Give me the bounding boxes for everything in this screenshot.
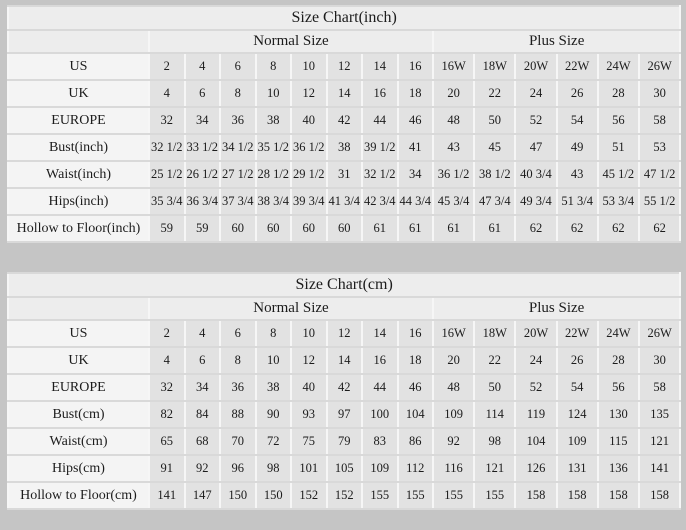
size-value-cell: 6 [185,347,221,374]
size-value-cell: 12 [291,347,327,374]
size-value-cell: 10 [256,80,292,107]
row-label: EUROPE [8,374,149,401]
size-value-cell: 109 [362,455,398,482]
table-title: Size Chart(cm) [8,273,680,297]
size-value-cell: 61 [474,215,515,242]
size-value-cell: 18W [474,320,515,347]
size-value-cell: 26W [639,53,680,80]
size-value-cell: 109 [433,401,474,428]
size-value-cell: 121 [639,428,680,455]
size-value-cell: 18 [398,80,434,107]
size-value-cell: 45 1/2 [598,161,639,188]
row-label: Bust(cm) [8,401,149,428]
row-label: US [8,53,149,80]
size-value-cell: 91 [149,455,185,482]
size-value-cell: 158 [557,482,598,509]
size-value-cell: 62 [557,215,598,242]
size-value-cell: 126 [515,455,556,482]
size-value-cell: 28 1/2 [256,161,292,188]
size-value-cell: 14 [327,347,363,374]
size-value-cell: 30 [639,80,680,107]
size-value-cell: 36 1/2 [433,161,474,188]
size-value-cell: 10 [256,347,292,374]
size-value-cell: 51 3/4 [557,188,598,215]
size-value-cell: 16 [362,347,398,374]
table-row [8,347,680,374]
column-group-row [8,297,680,320]
size-value-cell: 114 [474,401,515,428]
size-value-cell: 84 [185,401,221,428]
size-value-cell: 75 [291,428,327,455]
size-value-cell: 2 [149,53,185,80]
size-value-cell: 16 [398,320,434,347]
size-value-cell: 42 [327,374,363,401]
row-label: UK [8,347,149,374]
row-label: Hips(cm) [8,455,149,482]
size-value-cell: 47 1/2 [639,161,680,188]
size-value-cell: 46 [398,374,434,401]
table-title: Size Chart(inch) [8,6,680,30]
row-label: US [8,320,149,347]
size-value-cell: 8 [220,347,256,374]
size-value-cell: 37 3/4 [220,188,256,215]
row-label: Waist(inch) [8,161,149,188]
size-value-cell: 20W [515,53,556,80]
column-group-row [8,30,680,53]
table-row [8,80,680,107]
size-value-cell: 60 [291,215,327,242]
size-value-cell: 6 [185,80,221,107]
group-header-normal-size: Normal Size [149,30,433,53]
size-value-cell: 40 [291,374,327,401]
size-value-cell: 18 [398,347,434,374]
size-value-cell: 135 [639,401,680,428]
size-value-cell: 4 [149,80,185,107]
size-value-cell: 86 [398,428,434,455]
size-value-cell: 56 [598,107,639,134]
size-value-cell: 34 [185,374,221,401]
size-value-cell: 115 [598,428,639,455]
size-value-cell: 38 [327,134,363,161]
row-label: Hollow to Floor(cm) [8,482,149,509]
size-value-cell: 131 [557,455,598,482]
table-row [8,374,680,401]
size-chart-inch-table [7,5,681,243]
size-value-cell: 4 [185,53,221,80]
row-label: EUROPE [8,107,149,134]
size-value-cell: 8 [220,80,256,107]
table-row [8,428,680,455]
size-value-cell: 53 [639,134,680,161]
size-value-cell: 141 [149,482,185,509]
size-value-cell: 10 [291,320,327,347]
size-value-cell: 158 [639,482,680,509]
table-row [8,53,680,80]
size-value-cell: 12 [327,320,363,347]
size-value-cell: 155 [433,482,474,509]
size-value-cell: 45 3/4 [433,188,474,215]
table-row [8,107,680,134]
size-value-cell: 104 [515,428,556,455]
size-value-cell: 42 [327,107,363,134]
size-value-cell: 42 3/4 [362,188,398,215]
size-value-cell: 27 1/2 [220,161,256,188]
size-value-cell: 158 [598,482,639,509]
size-value-cell: 98 [474,428,515,455]
size-chart-inch [7,5,679,243]
size-value-cell: 88 [220,401,256,428]
size-value-cell: 22W [557,320,598,347]
size-value-cell: 14 [327,80,363,107]
size-value-cell: 25 1/2 [149,161,185,188]
size-value-cell: 39 3/4 [291,188,327,215]
size-value-cell: 52 [515,107,556,134]
size-value-cell: 60 [220,215,256,242]
size-value-cell: 22 [474,347,515,374]
size-value-cell: 8 [256,320,292,347]
size-value-cell: 16 [362,80,398,107]
size-value-cell: 14 [362,53,398,80]
size-value-cell: 61 [398,215,434,242]
size-value-cell: 62 [639,215,680,242]
size-value-cell: 55 1/2 [639,188,680,215]
table-row [8,401,680,428]
size-value-cell: 31 [327,161,363,188]
size-value-cell: 155 [474,482,515,509]
group-header-plus-size: Plus Size [433,297,680,320]
size-value-cell: 105 [327,455,363,482]
size-value-cell: 44 3/4 [398,188,434,215]
size-value-cell: 109 [557,428,598,455]
size-value-cell: 92 [433,428,474,455]
size-value-cell: 70 [220,428,256,455]
row-label: UK [8,80,149,107]
size-value-cell: 36 [220,374,256,401]
size-value-cell: 32 [149,107,185,134]
size-value-cell: 34 [398,161,434,188]
size-value-cell: 52 [515,374,556,401]
size-value-cell: 45 [474,134,515,161]
size-value-cell: 20W [515,320,556,347]
size-value-cell: 10 [291,53,327,80]
group-header-spacer [8,297,149,320]
size-chart-cm-table [7,272,681,510]
size-value-cell: 40 [291,107,327,134]
table-row [8,455,680,482]
size-value-cell: 124 [557,401,598,428]
size-value-cell: 22 [474,80,515,107]
size-value-cell: 41 3/4 [327,188,363,215]
size-value-cell: 44 [362,374,398,401]
size-value-cell: 34 [185,107,221,134]
table-row [8,188,680,215]
size-value-cell: 24 [515,80,556,107]
size-value-cell: 53 3/4 [598,188,639,215]
size-value-cell: 65 [149,428,185,455]
size-value-cell: 147 [185,482,221,509]
size-value-cell: 22W [557,53,598,80]
size-value-cell: 83 [362,428,398,455]
size-value-cell: 72 [256,428,292,455]
size-value-cell: 38 [256,107,292,134]
size-value-cell: 38 1/2 [474,161,515,188]
size-value-cell: 44 [362,107,398,134]
size-value-cell: 36 3/4 [185,188,221,215]
size-value-cell: 26 1/2 [185,161,221,188]
size-value-cell: 36 [220,107,256,134]
size-value-cell: 2 [149,320,185,347]
size-value-cell: 43 [433,134,474,161]
size-value-cell: 28 [598,347,639,374]
table-row [8,482,680,509]
table-row [8,134,680,161]
size-value-cell: 49 3/4 [515,188,556,215]
size-value-cell: 58 [639,107,680,134]
size-value-cell: 61 [362,215,398,242]
size-value-cell: 97 [327,401,363,428]
size-value-cell: 155 [362,482,398,509]
size-value-cell: 14 [362,320,398,347]
size-value-cell: 6 [220,320,256,347]
size-value-cell: 100 [362,401,398,428]
size-value-cell: 50 [474,107,515,134]
size-value-cell: 112 [398,455,434,482]
size-value-cell: 49 [557,134,598,161]
group-header-plus-size: Plus Size [433,30,680,53]
size-value-cell: 48 [433,374,474,401]
size-value-cell: 56 [598,374,639,401]
size-value-cell: 32 [149,374,185,401]
table-row [8,320,680,347]
size-value-cell: 116 [433,455,474,482]
size-value-cell: 40 3/4 [515,161,556,188]
group-header-normal-size: Normal Size [149,297,433,320]
size-value-cell: 24 [515,347,556,374]
size-value-cell: 47 3/4 [474,188,515,215]
size-value-cell: 16 [398,53,434,80]
size-value-cell: 29 1/2 [291,161,327,188]
table-row [8,215,680,242]
size-value-cell: 59 [185,215,221,242]
size-value-cell: 26 [557,80,598,107]
size-value-cell: 98 [256,455,292,482]
row-label: Hips(inch) [8,188,149,215]
size-value-cell: 32 1/2 [149,134,185,161]
size-value-cell: 54 [557,107,598,134]
size-value-cell: 152 [327,482,363,509]
size-value-cell: 119 [515,401,556,428]
size-value-cell: 92 [185,455,221,482]
size-value-cell: 96 [220,455,256,482]
size-value-cell: 58 [639,374,680,401]
size-value-cell: 60 [327,215,363,242]
size-value-cell: 68 [185,428,221,455]
size-value-cell: 16W [433,53,474,80]
size-value-cell: 20 [433,347,474,374]
size-value-cell: 158 [515,482,556,509]
size-value-cell: 136 [598,455,639,482]
size-value-cell: 32 1/2 [362,161,398,188]
size-value-cell: 26W [639,320,680,347]
size-value-cell: 43 [557,161,598,188]
size-value-cell: 26 [557,347,598,374]
size-value-cell: 150 [220,482,256,509]
size-value-cell: 30 [639,347,680,374]
size-value-cell: 35 3/4 [149,188,185,215]
size-chart-cm [7,272,679,510]
size-value-cell: 50 [474,374,515,401]
size-value-cell: 33 1/2 [185,134,221,161]
size-value-cell: 24W [598,320,639,347]
size-value-cell: 141 [639,455,680,482]
size-value-cell: 79 [327,428,363,455]
size-value-cell: 130 [598,401,639,428]
size-value-cell: 82 [149,401,185,428]
size-value-cell: 93 [291,401,327,428]
row-label: Waist(cm) [8,428,149,455]
size-value-cell: 24W [598,53,639,80]
size-value-cell: 41 [398,134,434,161]
size-value-cell: 121 [474,455,515,482]
size-value-cell: 47 [515,134,556,161]
size-value-cell: 12 [327,53,363,80]
row-label: Hollow to Floor(inch) [8,215,149,242]
size-value-cell: 51 [598,134,639,161]
size-value-cell: 90 [256,401,292,428]
size-value-cell: 4 [185,320,221,347]
size-value-cell: 61 [433,215,474,242]
size-value-cell: 38 [256,374,292,401]
size-value-cell: 150 [256,482,292,509]
row-label: Bust(inch) [8,134,149,161]
size-value-cell: 104 [398,401,434,428]
size-value-cell: 34 1/2 [220,134,256,161]
size-value-cell: 35 1/2 [256,134,292,161]
size-value-cell: 152 [291,482,327,509]
size-value-cell: 16W [433,320,474,347]
size-value-cell: 28 [598,80,639,107]
table-row [8,161,680,188]
size-value-cell: 59 [149,215,185,242]
size-value-cell: 155 [398,482,434,509]
size-value-cell: 48 [433,107,474,134]
size-value-cell: 60 [256,215,292,242]
size-value-cell: 62 [515,215,556,242]
size-value-cell: 12 [291,80,327,107]
size-value-cell: 36 1/2 [291,134,327,161]
size-value-cell: 8 [256,53,292,80]
table-title-row [8,273,680,297]
table-title-row [8,6,680,30]
size-value-cell: 46 [398,107,434,134]
size-value-cell: 18W [474,53,515,80]
size-value-cell: 39 1/2 [362,134,398,161]
size-value-cell: 38 3/4 [256,188,292,215]
size-value-cell: 4 [149,347,185,374]
size-value-cell: 20 [433,80,474,107]
size-value-cell: 62 [598,215,639,242]
size-value-cell: 54 [557,374,598,401]
size-value-cell: 101 [291,455,327,482]
group-header-spacer [8,30,149,53]
size-value-cell: 6 [220,53,256,80]
